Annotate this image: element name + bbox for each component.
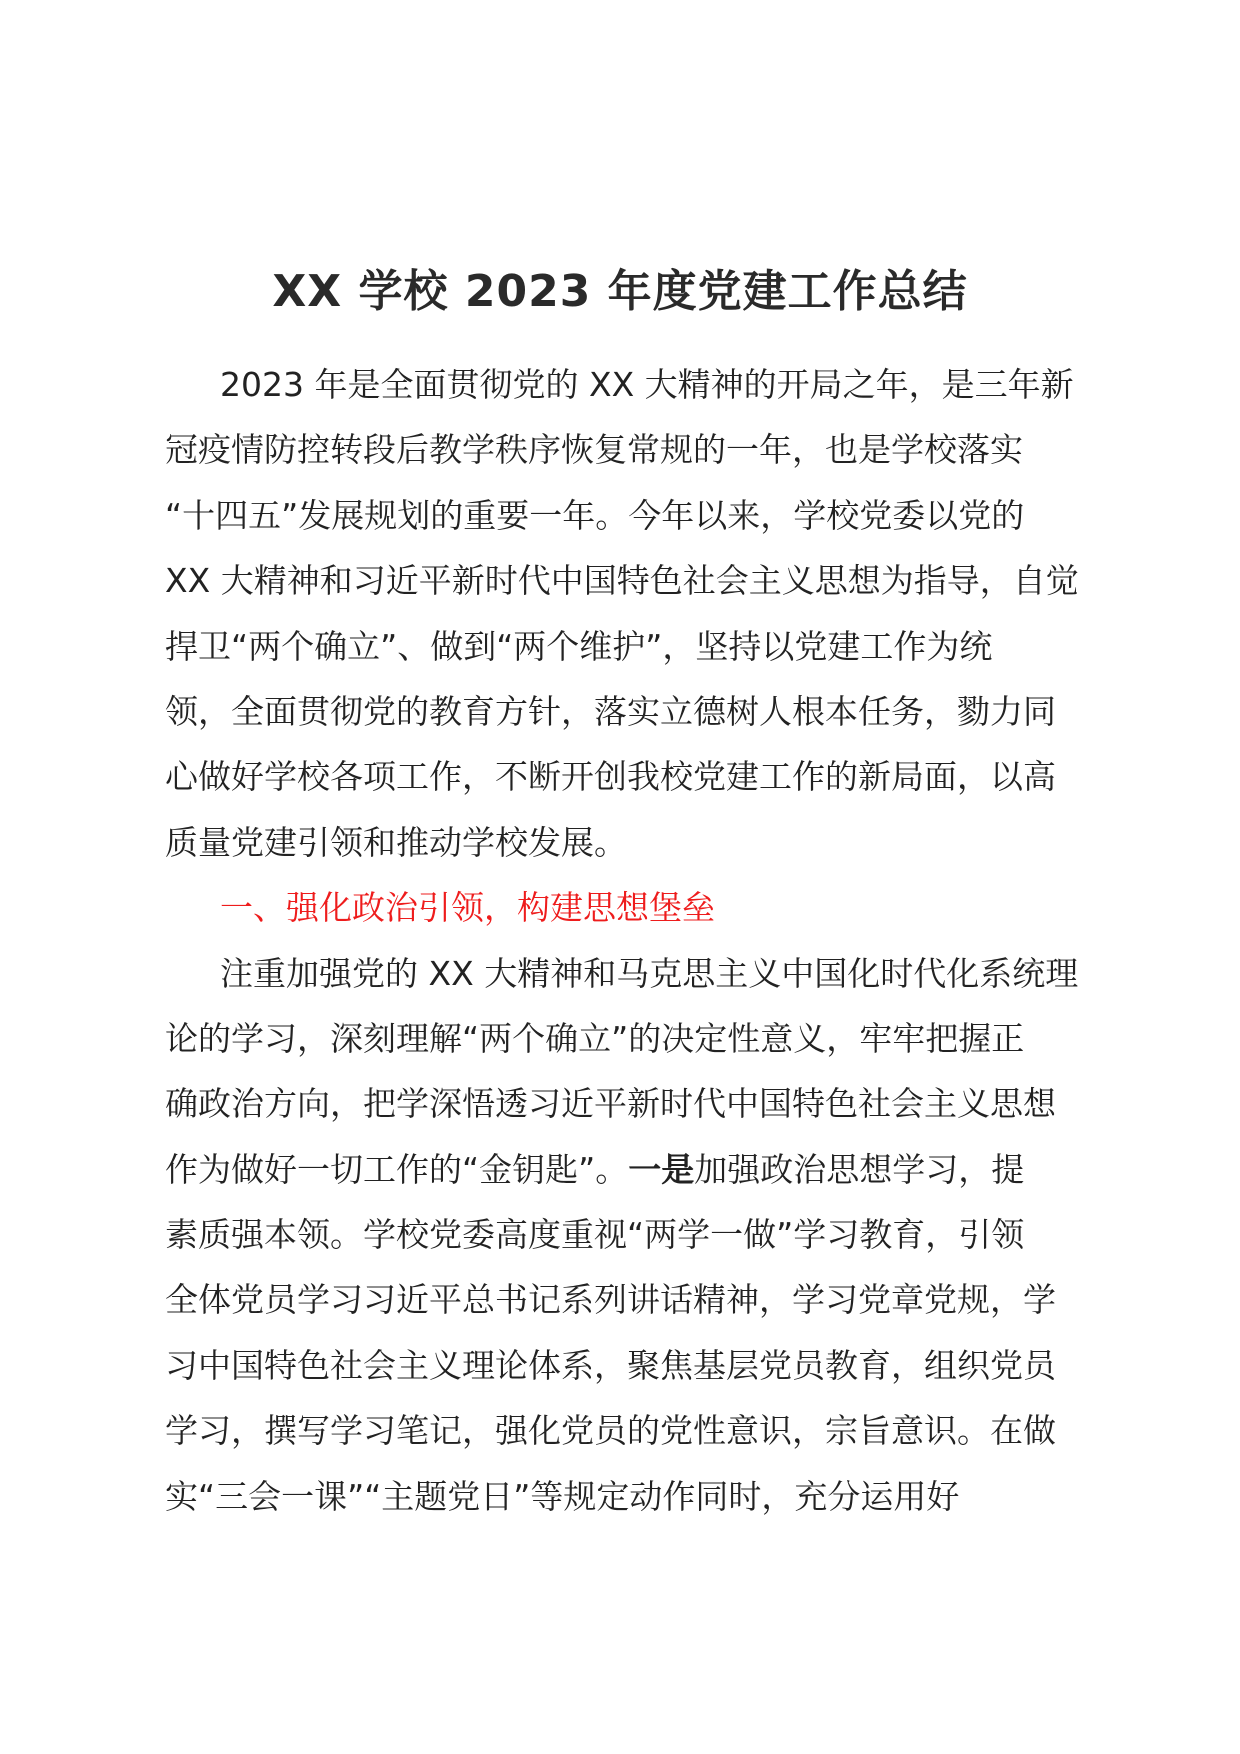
section-line: 习中国特色社会主义理论体系，聚焦基层党员教育，组织党员: [165, 1345, 1056, 1385]
section-line: 注重加强党的 XX 大精神和马克思主义中国化时代化系统理: [220, 953, 1079, 993]
intro-line: “十四五”发展规划的重要一年。今年以来，学校党委以党的: [165, 495, 1025, 535]
document-body: [165, 352, 1080, 1529]
section-line: 全体党员学习习近平总书记系列讲话精神，学习党章党规，学: [165, 1280, 1056, 1320]
section-line: 实“三会一课”“主题党日”等规定动作同时，充分运用好: [165, 1476, 960, 1516]
intro-line: 领，全面贯彻党的教育方针，落实立德树人根本任务，勠力同: [165, 691, 1056, 731]
intro-line: 心做好学校各项工作，不断开创我校党建工作的新局面，以高: [165, 757, 1056, 797]
section-line: 论的学习，深刻理解“两个确立”的决定性意义，牢牢把握正: [165, 1018, 1025, 1058]
intro-line: XX 大精神和习近平新时代中国特色社会主义思想为指导，自觉: [165, 561, 1079, 601]
intro-line: 冠疫情防控转段后教学秩序恢复常规的一年，也是学校落实: [165, 430, 1023, 470]
section-line: 确政治方向，把学深悟透习近平新时代中国特色社会主义思想: [165, 1084, 1056, 1124]
document-title: XX 学校 2023 年度党建工作总结: [272, 266, 968, 317]
section-line-mixed: [165, 1137, 1080, 1202]
line-text: 作为做好一切工作的“金钥匙”。: [165, 1149, 629, 1189]
section-line: 素质强本领。学校党委高度重视“两学一做”学习教育，引领: [165, 1215, 1025, 1255]
intro-line: 质量党建引领和推动学校发展。: [165, 822, 627, 862]
intro-line: 捍卫“两个确立”、做到“两个维护”，坚持以党建工作为统: [165, 626, 993, 666]
bold-marker: 一是: [628, 1149, 695, 1189]
section-line: 学习，撰写学习笔记，强化党员的党性意识，宗旨意识。在做: [165, 1411, 1056, 1451]
line-text: 加强政治思想学习，提: [694, 1149, 1025, 1189]
section-heading: 一、强化政治引领，构建思想堡垒: [220, 888, 715, 928]
intro-line: 2023 年是全面贯彻党的 XX 大精神的开局之年，是三年新: [220, 365, 1074, 404]
